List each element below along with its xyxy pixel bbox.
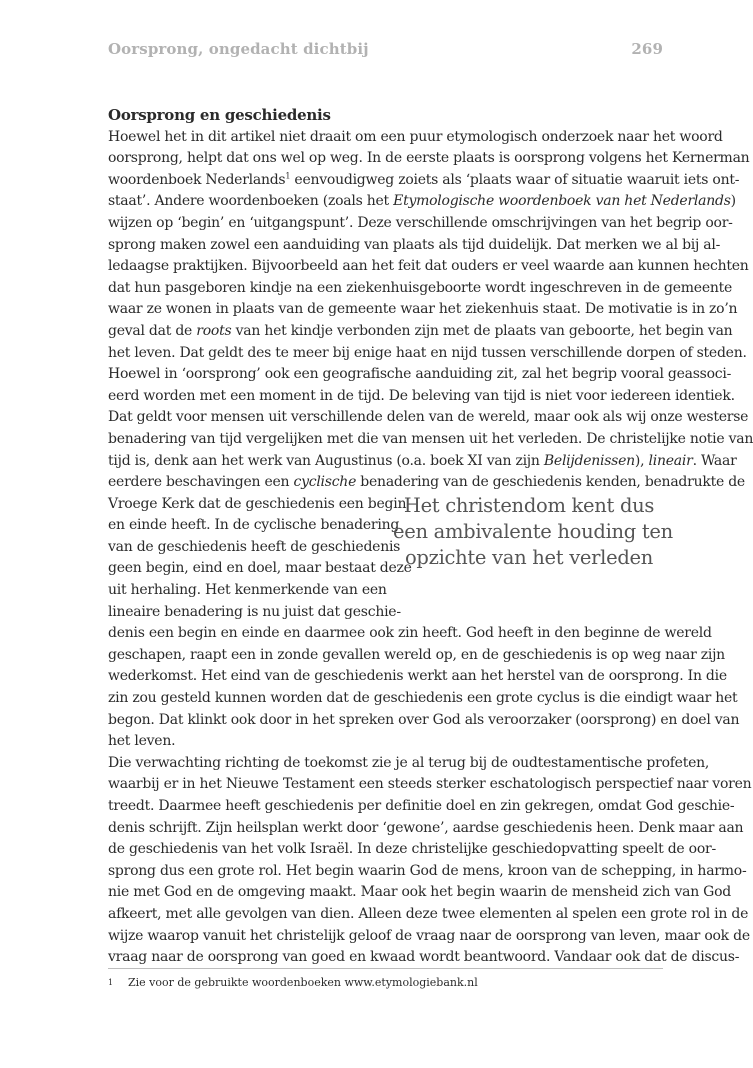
paragraph-line: het leven. Dat geldt des te meer bij enige haat en nijd tussen verschillende dorpen of steden.	[108, 344, 747, 361]
paragraph-line: geschapen, raapt een in zonde gevallen wereld op, en de geschiedenis is op weg naar zijn	[108, 646, 725, 663]
paragraph-line: geval dat de roots van het kindje verbonden zijn met de plaats van geboorte, het begin van	[108, 322, 733, 339]
paragraph-line: ledaagse praktijken. Bijvoorbeeld aan het feit dat ouders er veel waarde aan kunnen hechten	[108, 258, 749, 275]
paragraph-line: de geschiedenis van het volk Israël. In deze christelijke geschiedopvatting speelt de oor-	[108, 841, 716, 858]
pull-quote-line: Het christendom kent dus	[403, 494, 655, 517]
paragraph-line: woordenboek Nederlands$^1$ eenvoudigweg zoiets als ‘plaats waar of situatie waaruit iets ont-	[108, 171, 740, 188]
paragraph-line: sprong maken zowel een aanduiding van plaats als tijd duidelijk. Dat merken we al bij al-	[108, 236, 721, 253]
paragraph-line: Die verwachting richting de toekomst zie je al terug bij de oudtestamentische profeten,	[108, 754, 710, 771]
paragraph-line: wederkomst. Het eind van de geschiedenis werkt aan het herstel van de oorsprong. In die	[108, 668, 727, 685]
paragraph-line: sprong dus een grote rol. Het begin waarin God de mens, kroon van de schepping, in harmo-	[108, 862, 747, 879]
pull-quote-line: een ambivalente houding ten	[393, 520, 673, 543]
running-title: Oorsprong, ongedacht dichtbij	[108, 40, 369, 58]
paragraph-line: van de geschiedenis heeft de geschiedenis	[108, 538, 401, 555]
paragraph-line: Dat geldt voor mensen uit verschillende delen van de wereld, maar ook als wij onze westerse	[108, 409, 749, 426]
paragraph-line: wijze waarop vanuit het christelijk geloof de vraag naar de oorsprong van leven, maar ook de	[108, 927, 750, 944]
paragraph-line: oorsprong, helpt dat ons wel op weg. In de eerste plaats is oorsprong volgens het Kernerman	[108, 150, 750, 167]
page-number: 269	[631, 40, 663, 58]
paragraph-line: begon. Dat klinkt ook door in het spreken over God als veroorzaker (oorsprong) en doel van	[108, 711, 740, 728]
paragraph-line: vraag naar de oorsprong van goed en kwaad wordt beantwoord. Vandaar ook dat de discus-	[108, 949, 740, 966]
paragraph-line: zin zou gesteld kunnen worden dat de geschiedenis een grote cyclus is die eindigt waar het	[108, 690, 738, 707]
footnote-divider	[108, 968, 663, 969]
paragraph-line: Hoewel het in dit artikel niet draait om een puur etymologisch onderzoek naar het woord	[108, 128, 723, 145]
paragraph-line: nie met God en de omgeving maakt. Maar ook het begin waarin de mensheid zich van God	[108, 884, 731, 901]
paragraph-line: geen begin, eind en doel, maar bestaat deze	[108, 560, 412, 577]
paragraph-line: Hoewel in ‘oorsprong’ ook een geografische aanduiding zit, zal het begrip vooral geassoci-	[108, 366, 732, 383]
section-heading: Oorsprong en geschiedenis	[108, 106, 331, 124]
paragraph-line: benadering van tijd vergelijken met die van mensen uit het verleden. De christelijke notie van	[108, 430, 753, 447]
paragraph-line: wijzen op ‘begin’ en ‘uitgangspunt’. Deze verschillende omschrijvingen van het begrip oor-	[108, 214, 733, 231]
footnote-text: Zie voor de gebruikte woordenboeken www.etymologiebank.nl	[128, 976, 478, 989]
paragraph-line: denis schrijft. Zijn heilsplan werkt door ‘gewone’, aardse geschiedenis heen. Denk maar aan	[108, 819, 744, 836]
paragraph-line: staat’. Andere woordenboeken (zoals het Etymologische woordenboek van het Nederlands)	[108, 193, 736, 210]
running-header	[108, 40, 663, 58]
footnote-number: 1	[108, 978, 114, 987]
paragraph-line: waar ze wonen in plaats van de gemeente waar het ziekenhuis staat. De motivatie is in zo’n	[108, 301, 738, 318]
footnote-ref: 1	[285, 171, 291, 181]
paragraph-line: lineaire benadering is nu juist dat geschie-	[108, 603, 401, 620]
paragraph-line: het leven.	[108, 733, 176, 750]
pull-quote	[393, 493, 673, 571]
paragraph-line: treedt. Daarmee heeft geschiedenis per definitie doel en zin gekregen, omdat God geschie-	[108, 798, 735, 814]
paragraph-line: denis een begin en einde en daarmee ook zin heeft. God heeft in den beginne de wereld	[108, 625, 712, 642]
pull-quote-line: opzichte van het verleden	[404, 546, 654, 569]
footnote	[108, 975, 663, 990]
paragraph-line: afkeert, met alle gevolgen van dien. Alleen deze twee elementen al spelen een grote rol in de	[108, 905, 749, 922]
paragraph-line: Vroege Kerk dat de geschiedenis een begin	[108, 495, 407, 512]
paragraph-line: eerdere beschavingen een cyclische benadering van de geschiedenis kenden, benadrukte de	[108, 474, 745, 491]
paragraph-line: en einde heeft. In de cyclische benadering	[108, 517, 400, 534]
paragraph-line: uit herhaling. Het kenmerkende van een	[108, 582, 387, 599]
paragraph-line: eerd worden met een moment in de tijd. De beleving van tijd is niet voor iedereen identiek.	[108, 387, 735, 404]
paragraph-line: tijd is, denk aan het werk van Augustinus (o.a. boek XI van zijn Belijdenissen), lineair. Waar	[108, 452, 737, 469]
paragraph-line: waarbij er in het Nieuwe Testament een steeds sterker eschatologisch perspectief naar voren	[108, 776, 752, 793]
paragraph-line: dat hun pasgeboren kindje na een ziekenhuisgeboorte wordt ingeschreven in de gemeente	[108, 279, 733, 296]
